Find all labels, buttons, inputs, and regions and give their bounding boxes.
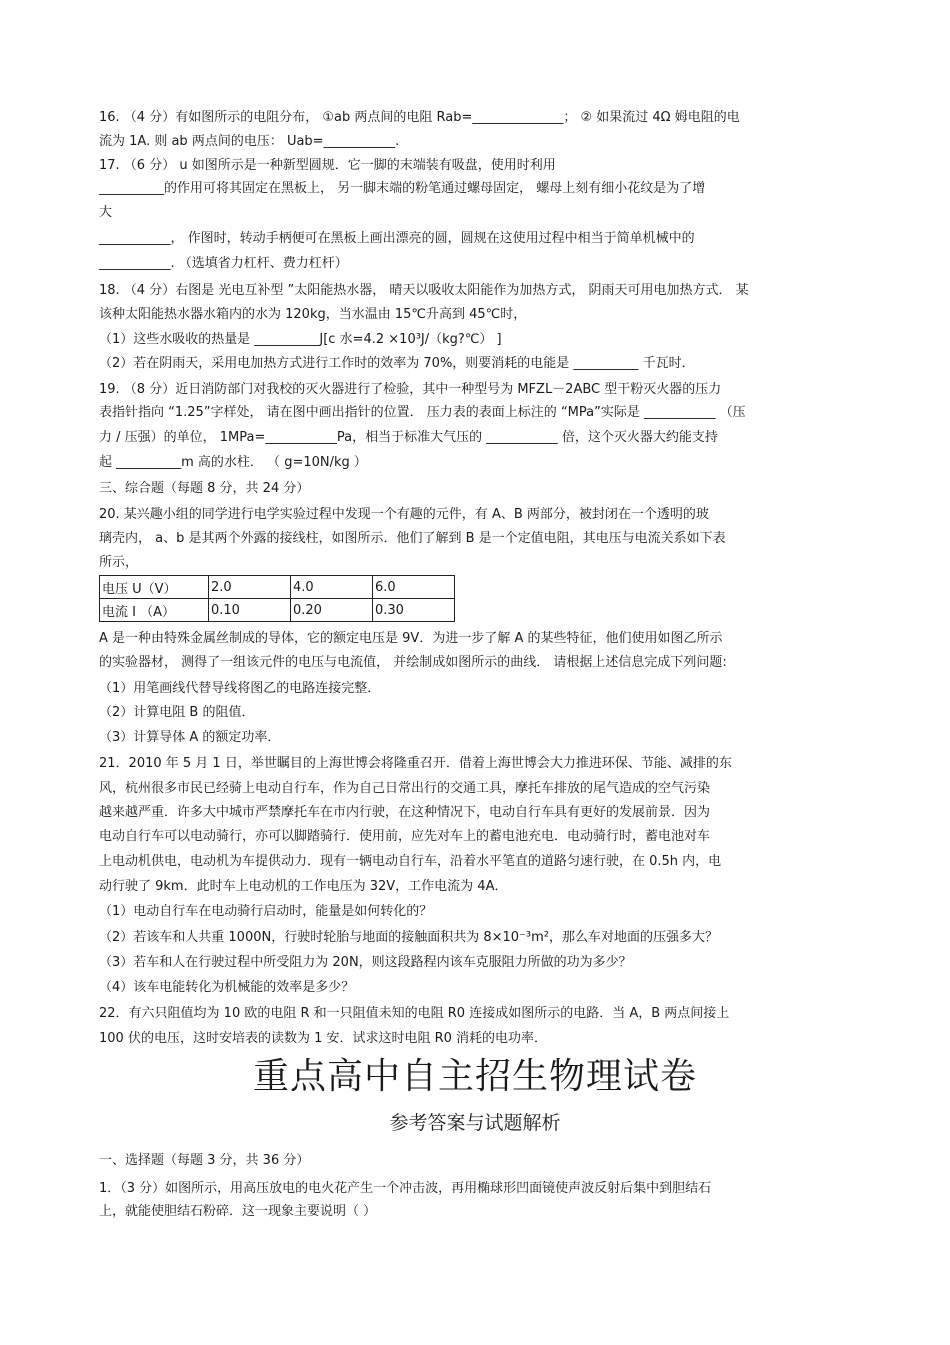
- question-20-part-3: （3）计算导体 A 的额定功率．: [99, 730, 281, 745]
- question-20-line-4: A 是一种由特殊金属丝制成的导体，它的额定电压是 9V．为进一步了解 A 的某些特征，他们使用如图乙所示: [99, 631, 723, 646]
- table-cell: 2.0: [209, 576, 291, 599]
- table-cell: 0.10: [209, 599, 291, 622]
- question-21-line-5: 上电动机供电，电动机为车提供动力．现有一辆电动自行车，沿着水平笔直的道路匀速行驶，在 0.5h 内，电: [99, 854, 722, 869]
- table-row: [100, 599, 455, 622]
- table-cell: 4.0: [291, 576, 373, 599]
- question-18-line-1: 18. （4 分）右图是 光电互补型 ”太阳能热水器， 晴天以吸收太阳能作为加热方式， 阴雨天可用电加热方式． 某: [99, 283, 749, 298]
- question-16-line-2: 流为 1A. 则 ab 两点间的电压： Uab=___________.: [99, 134, 400, 149]
- answer-1-line-1: 1．（3 分）如图所示，用高压放电的电火花产生一个冲击波，再用椭球形凹面镜使声波反射后集中到胆结石: [99, 1181, 712, 1196]
- question-21-line-3: 越来越严重．许多大中城市严禁摩托车在市内行驶，在这种情况下，电动自行车具有更好的发展前景．因为: [99, 805, 711, 820]
- question-22-line-1: 22．有六只阻值均为 10 欧的电阻 R 和一只阻值未知的电阻 R0 连接成如图所示的电路．当 A，B 两点间接上: [99, 1006, 730, 1021]
- exam-title: 重点高中自主招生物理试卷: [252, 1056, 697, 1097]
- question-21-line-2: 风，杭州很多市民已经骑上电动自行车，作为自己日常出行的交通工具，摩托车排放的尾气造成的空气污染: [99, 781, 711, 796]
- question-19-line-2: 表指针指向 “1.25”字样处， 请在图中画出指针的位置． 压力表的表面上标注的 “MPa”实际是 ___________ （压: [99, 405, 746, 420]
- question-19-line-4: 起 __________m 高的水柱． （ g=10N/kg ）: [99, 455, 367, 470]
- question-17-line-1: 17. （6 分） u 如图所示是一种新型圆规．它一脚的末端装有吸盘，使用时利用: [99, 158, 556, 173]
- question-17-line-5: ___________. （选填省力杠杆、费力杠杆）: [99, 256, 348, 271]
- question-20-line-3: 所示，: [99, 555, 139, 570]
- question-16-line-1: 16. （4 分）有如图所示的电阻分布， ①ab 两点间的电阻 Rab=______________； ② 如果流过 4Ω 姆电阻的电: [99, 110, 740, 125]
- question-17-line-4: ___________， 作图时，转动手柄便可在黑板上画出漂亮的圆，圆规在这使用过程中相当于简单机械中的: [99, 231, 695, 246]
- question-19-line-3: 力 / 压强）的单位， 1MPa=___________Pa，相当于标准大气压的 ___________ 倍，这个灭火器大约能支持: [99, 430, 718, 445]
- question-21-part-4: （4）该车电能转化为机械能的效率是多少？: [99, 980, 355, 995]
- question-21-part-2: （2）若该车和人共重 1000N，行驶时轮胎与地面的接触面积共为 8×10⁻³m²，那么车对地面的压强多大？: [99, 930, 718, 945]
- question-21-part-3: （3）若车和人在行驶过程中所受阻力为 20N，则这段路程内该车克服阻力所做的功为多少？: [99, 955, 632, 970]
- table-cell: 0.20: [291, 599, 373, 622]
- question-17-line-2: __________的作用可将其固定在黑板上， 另一脚末端的粉笔通过螺母固定， 螺母上刻有细小花纹是为了增: [99, 181, 706, 196]
- question-18-line-4: （2）若在阴雨天，采用电加热方式进行工作时的效率为 70%，则要消耗的电能是 __________ 千瓦时．: [99, 356, 695, 371]
- question-21-part-1: （1）电动自行车在电动骑行启动时，能量是如何转化的？: [99, 904, 433, 919]
- question-21-line-6: 动行驶了 9km．此时车上电动机的工作电压为 32V，工作电流为 4A．: [99, 879, 508, 894]
- question-20-line-5: 的实验器材， 测得了一组该元件的电压与电流值， 并绘制成如图所示的曲线． 请根据上述信息完成下列问题:: [99, 655, 727, 670]
- question-18-line-2: 该种太阳能热水器水箱内的水为 120kg，当水温由 15℃升高到 45℃时，: [99, 307, 527, 322]
- answer-1-line-2: 上，就能使胆结石粉碎．这一现象主要说明（ ）: [99, 1204, 377, 1219]
- question-20-part-1: （1）用笔画线代替导线将图乙的电路连接完整．: [99, 681, 381, 696]
- question-19-line-1: 19. （8 分）近日消防部门对我校的灭火器进行了检验，其中一种型号为 MFZL－2ABC 型干粉灭火器的压力: [99, 382, 722, 397]
- question-18-line-3: （1）这些水吸收的热量是 __________J[c 水=4.2 ×10³J/（kg?℃） ]: [99, 332, 502, 347]
- table-cell: 电压 U（V）: [100, 576, 209, 599]
- question-17-line-3: 大: [99, 205, 113, 220]
- question-21-line-1: 21．2010 年 5 月 1 日，举世瞩目的上海世博会将隆重召开．借着上海世博会大力推进环保、节能、减排的东: [99, 756, 732, 771]
- table-cell: 电流 I （A）: [100, 599, 209, 622]
- section-3-heading: 三、综合题（每题 8 分，共 24 分）: [99, 481, 310, 496]
- table-cell: 0.30: [373, 599, 455, 622]
- question-22-line-2: 100 伏的电压，这时安培表的读数为 1 安．试求这时电阻 R0 消耗的电功率．: [99, 1031, 548, 1046]
- question-21-line-4: 电动自行车可以电动骑行，亦可以脚踏骑行．使用前，应先对车上的蓄电池充电．电动骑行时，蓄电池对车: [99, 829, 711, 844]
- table-cell: 6.0: [373, 576, 455, 599]
- question-20-line-2: 璃壳内， a、b 是其两个外露的接线柱，如图所示．他们了解到 B 是一个定值电阻，其电压与电流关系如下表: [99, 531, 726, 546]
- exam-subtitle: 参考答案与试题解析: [389, 1112, 561, 1134]
- voltage-current-table: [99, 575, 455, 622]
- question-20-line-1: 20. 某兴趣小组的同学进行电学实验过程中发现一个有趣的元件，有 A、B 两部分，被封闭在一个透明的玻: [99, 507, 709, 522]
- question-20-part-2: （2）计算电阻 B 的阻值．: [99, 705, 255, 720]
- section-1-heading: 一、选择题（每题 3 分，共 36 分）: [99, 1153, 310, 1168]
- table-row: [100, 576, 455, 599]
